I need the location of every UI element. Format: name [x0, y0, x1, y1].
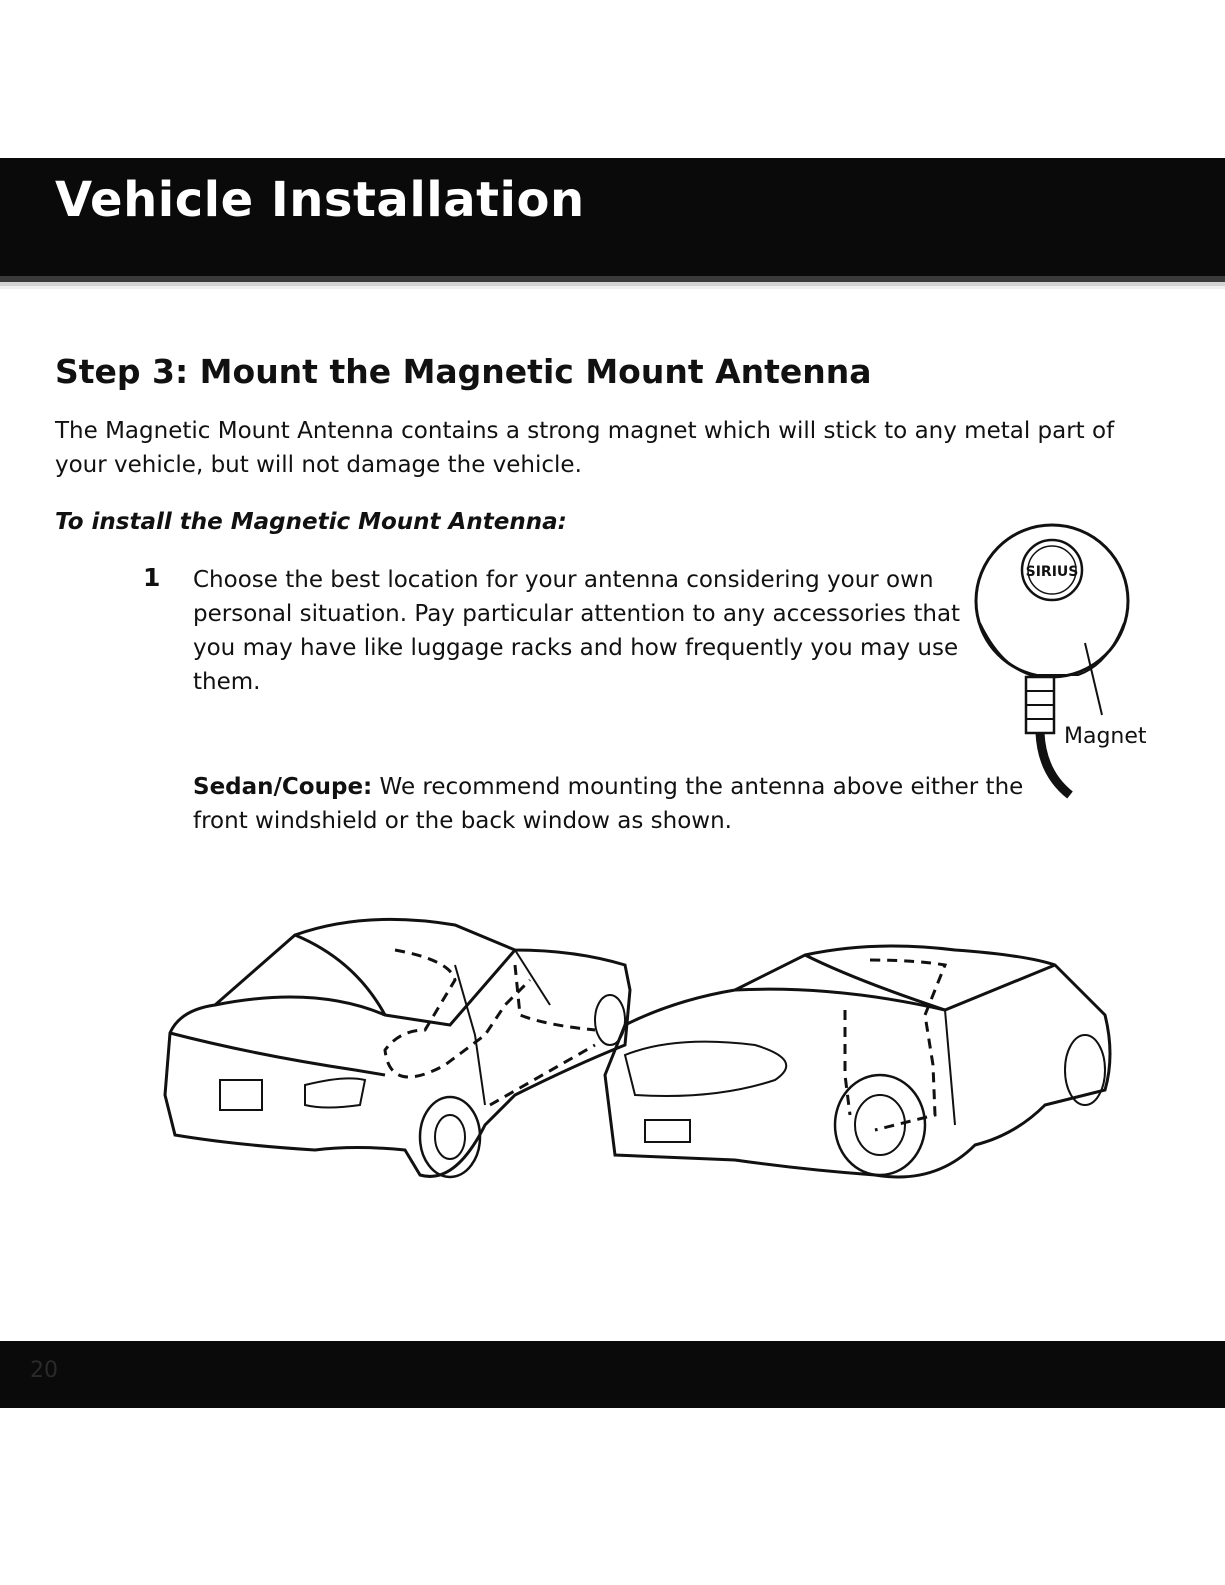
vehicles-illustration [155, 905, 1115, 1215]
antenna-illustration [960, 515, 1160, 805]
magnet-callout: Magnet [1064, 724, 1147, 749]
sedan-illustration [165, 919, 630, 1177]
step-instruction-text: Choose the best location for your antenna considering your own personal situation. Pay particular attention to any accessories that you may have like luggage racks and how frequently you may use them. [193, 567, 961, 695]
install-subheading: To install the Magnetic Mount Antenna: [55, 509, 567, 535]
sirius-logo-text: SIRIUS [1025, 564, 1079, 580]
sedan-coupe-text: We recommend mounting the antenna above either the front windshield or the back window as shown. [193, 774, 1024, 834]
coupe-illustration [605, 946, 1110, 1177]
step-heading: Step 3: Mount the Magnetic Mount Antenna [55, 352, 872, 391]
intro-paragraph: The Magnetic Mount Antenna contains a strong magnet which will stick to any metal part of your vehicle, but will not damage the vehicle. [55, 418, 1115, 478]
page-title: Vehicle Installation [55, 172, 585, 228]
sedan-coupe-paragraph [193, 770, 1073, 838]
step-number: 1 [143, 563, 161, 592]
page-number: 20 [30, 1358, 58, 1383]
sedan-coupe-label: Sedan/Coupe: [193, 774, 373, 800]
header-speckle-edge [0, 276, 1225, 292]
footer-band [0, 1341, 1225, 1408]
